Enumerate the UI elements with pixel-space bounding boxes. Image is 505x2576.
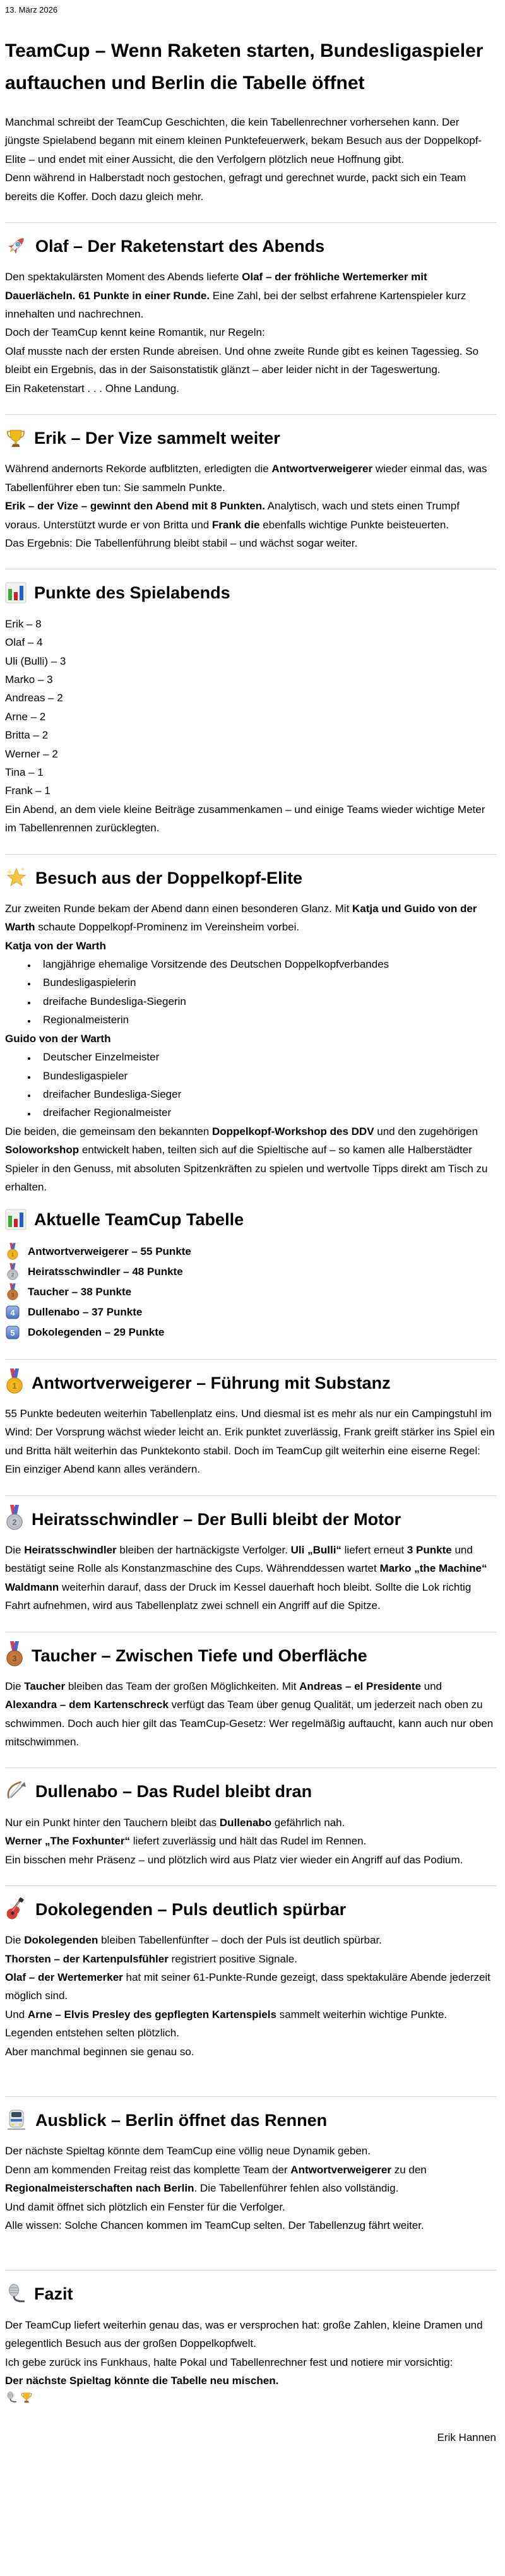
paragraph: Werner „The Foxhunter“ liefert zuverlässig und hält das Rudel im Rennen. xyxy=(5,1835,367,1848)
paragraph: Die Dokolegenden bleiben Tabellenfünfter – doch der Puls ist deutlich spürbar. xyxy=(5,1934,382,1947)
section-heading-table xyxy=(5,1204,496,1236)
paragraph: Erik – der Vize – gewinnt den Abend mit 8 Punkten. Analytisch, wach und stets einen Trumpf voraus. Unterstützt wurde er von Britta und Frank die ebenfalls wichtige Punkte beisteuerten. xyxy=(5,500,460,531)
score-line: Olaf – 4 xyxy=(5,636,43,649)
taucher-section xyxy=(5,1677,496,1752)
svg-text:4: 4 xyxy=(10,1307,15,1317)
section-title: Dokolegenden – Puls deutlich spürbar xyxy=(35,1899,347,1919)
paragraph: Das Ergebnis: Die Tabellenführung bleibt stabil – und wächst sogar weiter. xyxy=(5,537,358,549)
paragraph: Manchmal schreibt der TeamCup Geschichten, die kein Tabellenrechner vorhersehen kann. Der jüngste Spielabend begann mit einem kleinen Punktefeuerwerk, bekam Besuch aus der Doppelkopf-Elite – und endet mit einer Aussicht, die den Verfolgern plötzlich neue Hoffnung gibt. xyxy=(5,116,482,165)
section-divider xyxy=(5,1495,496,1496)
besuch-intro xyxy=(5,899,496,937)
achievement-item: • Bundesligaspielerin xyxy=(37,973,496,992)
bar-chart-icon xyxy=(5,582,27,603)
standings-label: Dullenabo – 37 Punkte xyxy=(28,1305,143,1318)
paragraph: Nur ein Punkt hinter den Tauchern bleibt das Dullenabo gefährlich nah. xyxy=(5,1816,345,1829)
section-heading-heirats xyxy=(5,1504,496,1536)
score-line: Andreas – 2 xyxy=(5,692,63,704)
antwort-section xyxy=(5,1404,496,1479)
section-title: Erik – Der Vize sammelt weiter xyxy=(34,429,280,448)
studio-microphone-icon xyxy=(5,2391,18,2407)
score-line: Tina – 1 xyxy=(5,766,44,778)
paragraph: Ein Abend, an dem viele kleine Beiträge zusammenkamen – und einige Teams wieder wichtige Meter im Tabellenrennen zurücklegten. xyxy=(5,803,485,834)
section-divider xyxy=(5,222,496,223)
paragraph: Den spektakulärsten Moment des Abends lieferte Olaf – der fröhliche Wertemerker mit Dauerlächeln. 61 Punkte in einer Runde. Eine Zahl, bei der selbst erfahrene Kartenspieler kurz innehalten und nachrechnen. xyxy=(5,271,466,321)
keycap-5-icon xyxy=(5,1326,20,1339)
glowing-star-icon xyxy=(5,866,28,889)
page-title: TeamCup – Wenn Raketen starten, Bundesligaspieler auftauchen und Berlin die Tabelle öffnet xyxy=(5,40,484,93)
standings-label: Taucher – 38 Punkte xyxy=(28,1285,132,1298)
fazit-section xyxy=(5,2316,496,2371)
scores-closing xyxy=(5,800,496,838)
section-divider xyxy=(5,1359,496,1360)
standings-list xyxy=(5,1242,496,1343)
standings-label: Dokolegenden – 29 Punkte xyxy=(28,1326,165,1338)
svg-text:3: 3 xyxy=(12,1653,17,1663)
section-title: Dullenabo – Das Rudel bleibt dran xyxy=(35,1782,312,1801)
achievement-item: • Deutscher Einzelmeister xyxy=(37,1048,496,1066)
bar-chart-icon xyxy=(5,1209,27,1230)
achievement-item: • langjährige ehemalige Vorsitzende des Deutschen Doppelkopfverbandes xyxy=(37,955,496,973)
ausblick-section xyxy=(5,2142,496,2235)
achievement-item: • Bundesligaspieler xyxy=(37,1067,496,1085)
standings-row-1 xyxy=(5,1242,496,1262)
score-line: Britta – 2 xyxy=(5,729,49,742)
paragraph: Zur zweiten Runde bekam der Abend dann einen besonderen Glanz. Mit Katja und Guido von der Warth schaute Doppelkopf-Prominenz im Vereinsheim vorbei. xyxy=(5,902,477,934)
article-date: 13. März 2026 xyxy=(5,5,58,15)
standings-label: Antwortverweigerer – 55 Punkte xyxy=(28,1245,191,1257)
keycap-4-icon xyxy=(5,1305,20,1319)
section-heading-taucher xyxy=(5,1640,496,1672)
section-title: Besuch aus der Doppelkopf-Elite xyxy=(35,868,303,887)
intro-section xyxy=(5,113,496,206)
paragraph: Legenden entstehen selten plötzlich. xyxy=(5,2027,179,2039)
paragraph: Die Heiratsschwindler bleiben der hartnäckigste Verfolger. Uli „Bulli“ liefert erneut 3 Punkte und bestätigt seine Rolle als Konstanzmaschine des Cups. Währenddessen wartet Marko „the Machine“ Waldmann weiterhin darauf, dass der Druck im Kessel dauerhaft hoch bleibt. Sollte die Lok richtig Fahrt aufnehmen, wird aus Tabellenplatz zwei schnell ein Angriff auf die Spitze. xyxy=(5,1543,487,1612)
section-title: Heiratsschwindler – Der Bulli bleibt der Motor xyxy=(32,1509,401,1529)
section-heading-scores xyxy=(5,577,496,609)
section-heading-fazit xyxy=(5,2278,496,2310)
paragraph: Der nächste Spieltag könnte dem TeamCup eine völlig neue Dynamik geben. xyxy=(5,2145,371,2158)
fazit-emoji-line xyxy=(5,2391,496,2407)
besuch-outro xyxy=(5,1122,496,1197)
bow-and-arrow-icon xyxy=(5,1779,28,1802)
section-title: Antwortverweigerer – Führung mit Substanz xyxy=(32,1373,391,1392)
score-line: Erik – 8 xyxy=(5,617,42,630)
section-title: Ausblick – Berlin öffnet das Rennen xyxy=(35,2111,328,2130)
katja-achievements xyxy=(5,955,496,1030)
section-divider xyxy=(5,414,496,415)
svg-text:5: 5 xyxy=(10,1327,15,1338)
svg-text:3: 3 xyxy=(11,1291,15,1298)
paragraph: Der TeamCup liefert weiterhin genau das, was er versprochen hat: große Zahlen, kleine Dramen und gelegentlich Besuch aus der großen Doppelkopfwelt. xyxy=(5,2318,483,2350)
paragraph: Aber manchmal beginnen sie genau so. xyxy=(5,2045,194,2058)
heirats-section xyxy=(5,1541,496,1615)
section-title: Punkte des Spielabends xyxy=(34,583,230,603)
paragraph: Ein bisschen mehr Präsenz – und plötzlich wird aus Platz vier wieder ein Angriff auf das Podium. xyxy=(5,1853,463,1866)
silver-medal-icon xyxy=(5,1505,24,1530)
section-heading-doko xyxy=(5,1894,496,1926)
section-divider xyxy=(5,2096,496,2097)
section-title: Fazit xyxy=(34,2284,73,2304)
paragraph: Die beiden, die gemeinsam den bekannten Doppelkopf-Workshop des DDV und den zugehörigen Soloworkshop entwickelt haben, teilten sich auf die Spieltische auf – so kamen alle Halberstädter Spieler in den Genuss, mit absoluten Spitzenkräften zu spielen und wertvolle Tipps direkt am Tisch zu erhalten. xyxy=(5,1125,488,1193)
paragraph: Olaf musste nach der ersten Runde abreisen. Und ohne zweite Runde gibt es keinen Tagessieg. So bleibt ein Ergebnis, das in der Saisonstatistik glänzt – aber leider nicht in der Tageswertung. xyxy=(5,345,479,376)
score-line: Frank – 1 xyxy=(5,785,50,797)
gold-medal-icon xyxy=(5,1368,24,1394)
svg-text:1: 1 xyxy=(11,1251,15,1258)
section-heading-olaf xyxy=(5,230,496,263)
paragraph: Alle wissen: Solche Chancen kommen im TeamCup selten. Der Tabellenzug fährt weiter. xyxy=(5,2219,424,2231)
bronze-medal-icon xyxy=(5,1641,24,1666)
paragraph: Olaf – der Wertemerker hat mit seiner 61-Punkte-Runde gezeigt, dass spektakuläre Abende jederzeit möglich sind. xyxy=(5,1971,490,2002)
olaf-section xyxy=(5,268,496,398)
section-title: Olaf – Der Raketenstart des Abends xyxy=(35,236,325,256)
erik-section xyxy=(5,460,496,552)
score-line: Uli (Bulli) – 3 xyxy=(5,655,66,667)
katja-name: Katja von der Warth xyxy=(5,939,106,952)
paragraph: 55 Punkte bedeuten weiterhin Tabellenplatz eins. Und diesmal ist es mehr als nur ein Campingstuhl im Wind: Der Vorsprung wächst wieder leicht an. Erik punktet zuverlässig, Frank greift stärker ins Spiel ein und Britta hält weiterhin das Punktekonto stabil. Doch im TeamCup gilt weiterhin eine eiserne Regel: Ein einziger Abend kann alles verändern. xyxy=(5,1407,495,1476)
train-icon xyxy=(5,2108,28,2131)
standings-row-4 xyxy=(5,1302,496,1322)
section-heading-dullenabo xyxy=(5,1776,496,1808)
section-heading-ausblick xyxy=(5,2104,496,2137)
paragraph: Ein Raketenstart . . . Ohne Landung. xyxy=(5,382,179,395)
score-line: Marko – 3 xyxy=(5,673,53,686)
gold-medal-icon xyxy=(5,1243,20,1260)
achievement-item: • dreifacher Regionalmeister xyxy=(37,1103,496,1122)
paragraph: Die Taucher bleiben das Team der großen Möglichkeiten. Mit Andreas – el Presidente und Alexandra – dem Kartenschreck verfügt das Team über genug Qualität, um jederzeit nach oben zu schwimmen. Doch auch hier gilt das TeamCup-Gesetz: Wer regelmäßig auftaucht, kann auch nur oben mitschwimmen. xyxy=(5,1680,494,1748)
score-line: Werner – 2 xyxy=(5,747,58,760)
section-heading-besuch xyxy=(5,862,496,894)
fazit-bold-line: Der nächste Spieltag könnte die Tabelle neu mischen. xyxy=(5,2374,279,2387)
svg-text:2: 2 xyxy=(11,1271,15,1278)
achievement-item: • Regionalmeisterin xyxy=(37,1011,496,1029)
paragraph: Thorsten – der Kartenpulsfühler registriert positive Signale. xyxy=(5,1952,297,1965)
guitar-icon xyxy=(5,1897,28,1920)
silver-medal-icon xyxy=(5,1263,20,1280)
standings-label: Heiratsschwindler – 48 Punkte xyxy=(28,1265,183,1278)
section-heading-erik xyxy=(5,422,496,454)
trophy-icon xyxy=(5,427,27,449)
svg-text:2: 2 xyxy=(12,1517,17,1527)
section-title: Aktuelle TeamCup Tabelle xyxy=(34,1210,244,1230)
paragraph: Und Arne – Elvis Presley des gepflegten Kartenspiels sammelt weiterhin wichtige Punkte. xyxy=(5,2008,448,2021)
standings-row-2 xyxy=(5,1262,496,1282)
paragraph: Und damit öffnet sich plötzlich ein Fenster für die Verfolger. xyxy=(5,2200,285,2213)
achievement-item: • dreifacher Bundesliga-Sieger xyxy=(37,1085,496,1103)
studio-microphone-icon xyxy=(5,2283,27,2305)
paragraph: Doch der TeamCup kennt keine Romantik, nur Regeln: xyxy=(5,326,265,339)
paragraph: Denn am kommenden Freitag reist das komplette Team der Antwortverweigerer zu den Regionalmeisterschaften nach Berlin. Die Tabellenführer fehlen also vollständig. xyxy=(5,2163,427,2195)
section-title: Taucher – Zwischen Tiefe und Oberfläche xyxy=(32,1646,367,1665)
rocket-icon xyxy=(5,234,28,257)
guido-name: Guido von der Warth xyxy=(5,1032,111,1045)
bronze-medal-icon xyxy=(5,1283,20,1300)
score-line: Arne – 2 xyxy=(5,710,46,723)
author-signature: Erik Hannen xyxy=(437,2431,496,2444)
achievement-item: • dreifache Bundesliga-Siegerin xyxy=(37,992,496,1011)
paragraph: Ich gebe zurück ins Funkhaus, halte Pokal und Tabellenrechner fest und notiere mir vorsichtig: xyxy=(5,2356,453,2368)
dullenabo-section xyxy=(5,1813,496,1869)
section-divider xyxy=(5,1885,496,1886)
paragraph: Denn während in Halberstadt noch gestochen, gefragt und gerechnet wurde, packt sich ein Team bereits die Koffer. Doch dazu gleich mehr. xyxy=(5,172,466,203)
doko-section xyxy=(5,1931,496,2061)
paragraph: Während andernorts Rekorde aufblitzten, erledigten die Antwortverweigerer wieder einmal das, was Tabellenführer eben tun: Sie sammeln Punkte. xyxy=(5,463,487,494)
standings-row-5 xyxy=(5,1322,496,1343)
section-divider xyxy=(5,1767,496,1768)
guido-achievements xyxy=(5,1048,496,1122)
section-heading-antwort xyxy=(5,1367,496,1399)
section-divider xyxy=(5,854,496,855)
svg-text:1: 1 xyxy=(12,1380,17,1391)
trophy-icon xyxy=(20,2391,33,2407)
standings-row-3 xyxy=(5,1282,496,1302)
score-list xyxy=(5,615,496,800)
